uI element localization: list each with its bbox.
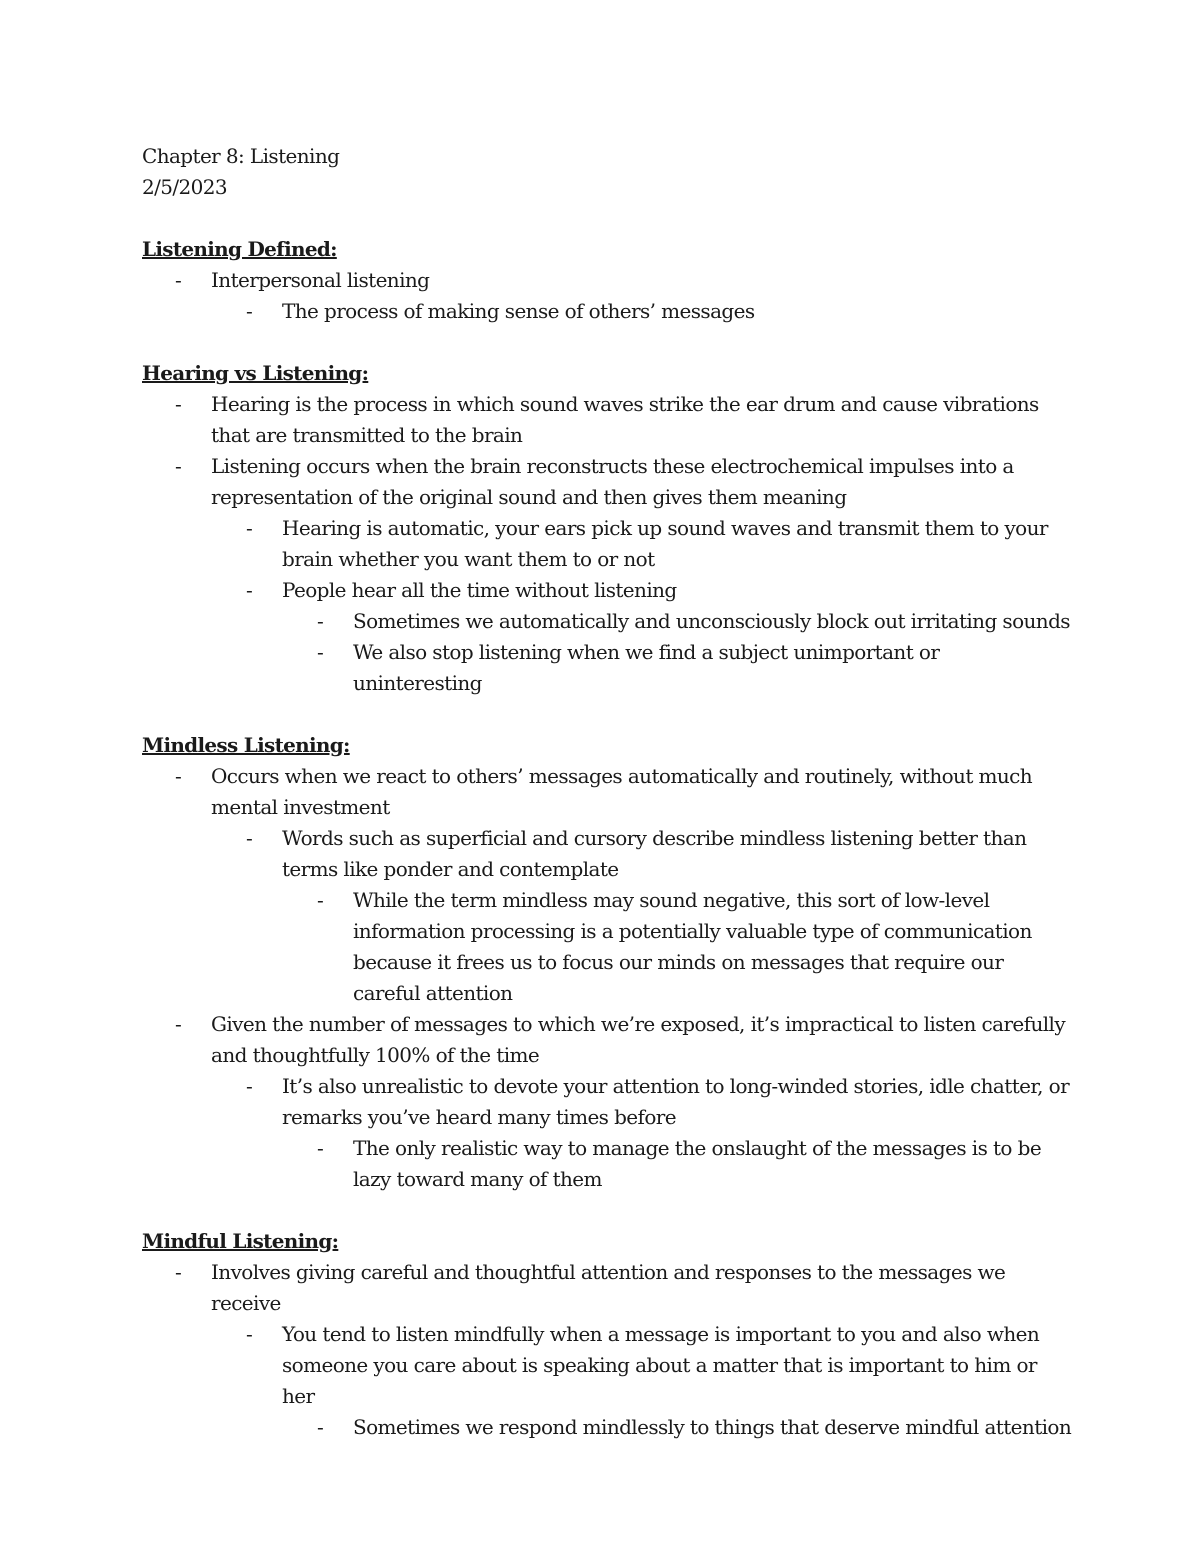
bullet-list — [142, 761, 1072, 1195]
section-heading: Listening Defined: — [142, 237, 337, 261]
list-item-text: Hearing is the process in which sound waves strike the ear drum and cause vibrations that are transmitted to the brain — [211, 392, 1039, 447]
dash-bullet: - — [175, 1260, 182, 1284]
dash-bullet: - — [175, 268, 182, 292]
spacer — [142, 203, 1072, 234]
section-listening-defined — [142, 234, 1072, 327]
list-item — [142, 761, 1072, 1009]
spacer — [142, 699, 1072, 730]
dash-bullet: - — [317, 1136, 324, 1160]
section-mindless-listening — [142, 730, 1072, 1195]
bullet-list — [211, 1133, 1072, 1195]
list-item — [282, 885, 1072, 1009]
dash-bullet: - — [175, 392, 182, 416]
list-item-text: Sometimes we automatically and unconsciously block out irritating sounds — [353, 609, 1070, 633]
dash-bullet: - — [246, 1322, 253, 1346]
list-item — [142, 265, 1072, 327]
dash-bullet: - — [317, 640, 324, 664]
dash-bullet: - — [175, 454, 182, 478]
spacer — [142, 327, 1072, 358]
bullet-list — [142, 823, 1072, 1009]
list-item-text: We also stop listening when we find a subject unimportant or uninteresting — [353, 640, 940, 695]
bullet-list — [142, 513, 1072, 699]
document-title: Chapter 8: Listening — [142, 144, 340, 168]
list-item-text: People hear all the time without listening — [282, 578, 677, 602]
list-item — [142, 1009, 1072, 1195]
list-item-text: Given the number of messages to which we’re exposed, it’s impractical to listen carefully and thoughtfully 100% of the time — [211, 1012, 1066, 1067]
bullet-list — [211, 1412, 1072, 1443]
list-item-text: Occurs when we react to others’ messages automatically and routinely, without much mental investment — [211, 764, 1033, 819]
list-item — [211, 823, 1072, 1009]
section-heading: Mindful Listening: — [142, 1229, 339, 1253]
list-item-text: The process of making sense of others’ messages — [282, 299, 755, 323]
list-item — [282, 606, 1072, 637]
list-item-text: Involves giving careful and thoughtful attention and responses to the messages we receive — [211, 1260, 1006, 1315]
list-item — [211, 1319, 1072, 1443]
list-item — [142, 389, 1072, 451]
document-date: 2/5/2023 — [142, 175, 228, 199]
list-item-text: Words such as superficial and cursory describe mindless listening better than terms like ponder and contemplate — [282, 826, 1027, 881]
list-item-text: Sometimes we respond mindlessly to things that deserve mindful attention — [353, 1415, 1072, 1439]
list-item-text: The only realistic way to manage the onslaught of the messages is to be lazy toward many of them — [353, 1136, 1042, 1191]
dash-bullet: - — [175, 1012, 182, 1036]
bullet-list — [142, 296, 1072, 327]
dash-bullet: - — [246, 578, 253, 602]
list-item — [282, 1412, 1072, 1443]
list-item-text: Listening occurs when the brain reconstructs these electrochemical impulses into a representation of the original sound and then gives them meaning — [211, 454, 1014, 509]
bullet-list — [211, 606, 1072, 699]
list-item-text: You tend to listen mindfully when a message is important to you and also when someone you care about is speaking about a matter that is important to him or her — [282, 1322, 1040, 1408]
list-item-text: Hearing is automatic, your ears pick up sound waves and transmit them to your brain whether you want them to or not — [282, 516, 1048, 571]
bullet-list — [211, 885, 1072, 1009]
dash-bullet: - — [317, 609, 324, 633]
dash-bullet: - — [317, 888, 324, 912]
dash-bullet: - — [175, 764, 182, 788]
dash-bullet: - — [246, 299, 253, 323]
dash-bullet: - — [246, 1074, 253, 1098]
list-item-text: While the term mindless may sound negative, this sort of low-level information processing is a potentially valuable type of communication because it frees us to focus our minds on messages that require our careful attention — [353, 888, 1032, 1005]
bullet-list — [142, 1319, 1072, 1443]
list-item — [282, 1133, 1072, 1195]
list-item-text: Interpersonal listening — [211, 268, 430, 292]
spacer — [142, 1195, 1072, 1226]
document-body — [142, 141, 1072, 1443]
list-item — [282, 637, 1072, 699]
section-mindful-listening — [142, 1226, 1072, 1443]
section-heading: Hearing vs Listening: — [142, 361, 369, 385]
dash-bullet: - — [317, 1415, 324, 1439]
bullet-list — [142, 1071, 1072, 1195]
dash-bullet: - — [246, 516, 253, 540]
section-hearing-vs-listening — [142, 358, 1072, 699]
list-item-text: It’s also unrealistic to devote your attention to long-winded stories, idle chatter, or remarks you’ve heard many times before — [282, 1074, 1070, 1129]
list-item — [211, 575, 1072, 699]
section-heading: Mindless Listening: — [142, 733, 350, 757]
dash-bullet: - — [246, 826, 253, 850]
list-item — [142, 451, 1072, 699]
bullet-list — [142, 265, 1072, 327]
list-item — [142, 1257, 1072, 1443]
list-item — [211, 296, 1072, 327]
bullet-list — [142, 389, 1072, 699]
bullet-list — [142, 1257, 1072, 1443]
list-item — [211, 513, 1072, 575]
list-item — [211, 1071, 1072, 1195]
